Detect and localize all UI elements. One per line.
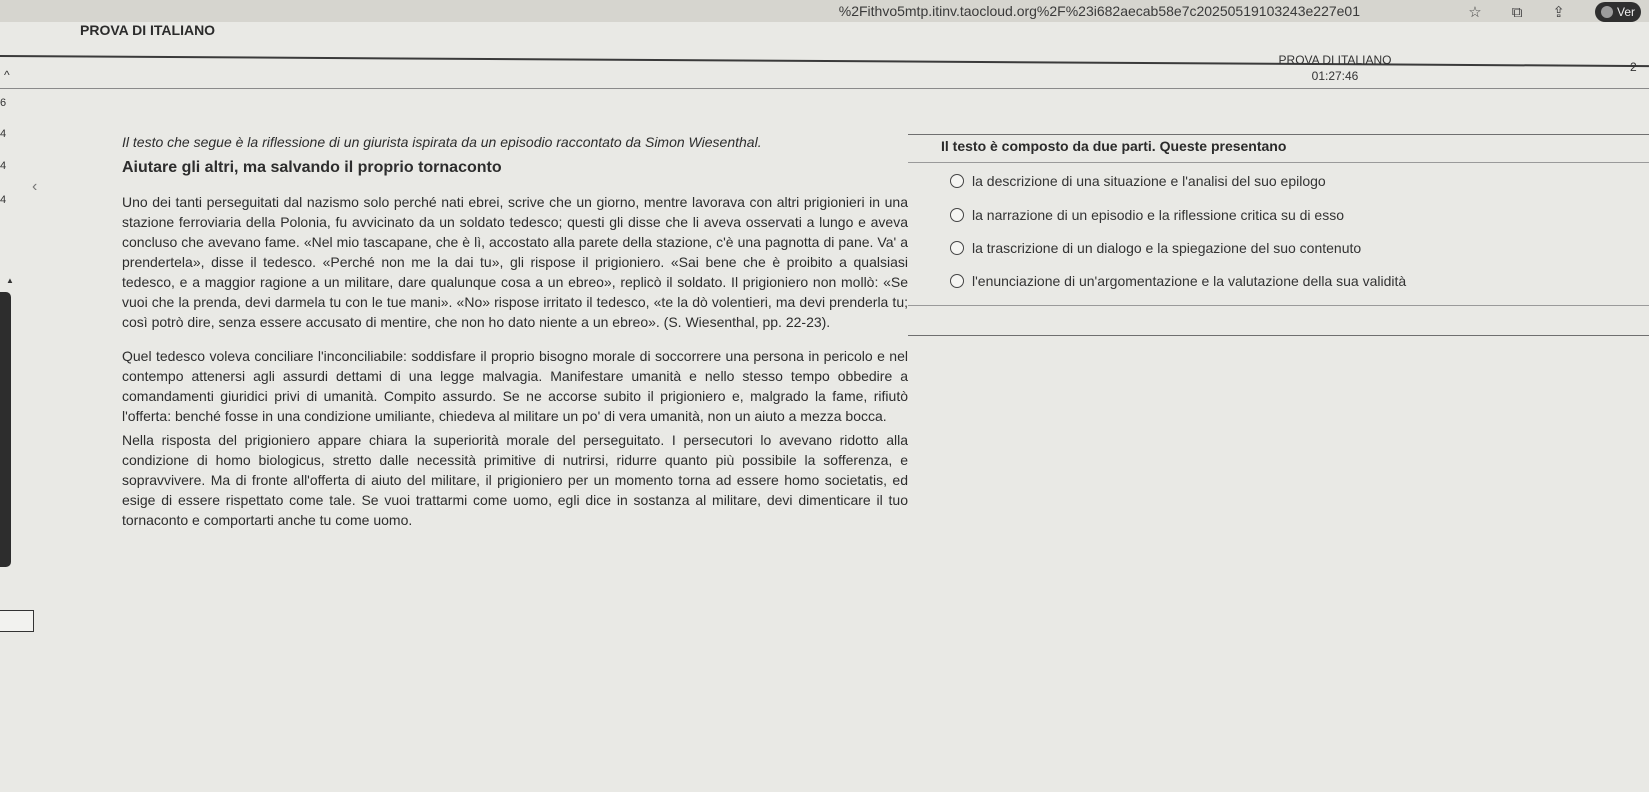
address-bar[interactable]: %2Fithvo5mtp.itinv.taocloud.org%2F%23i682aecab58e7c20250519103243e227e01 xyxy=(838,3,1360,19)
test-info xyxy=(1270,52,1400,84)
question-text: Il testo è composto da due parti. Queste presentano xyxy=(941,138,1287,154)
profile-button[interactable] xyxy=(1595,2,1641,22)
side-tab[interactable] xyxy=(0,610,34,632)
gutter-number: 6 xyxy=(0,97,7,109)
share-icon[interactable]: ⇪ xyxy=(1552,4,1565,21)
question-divider xyxy=(908,162,1649,163)
answer-label: l'enunciazione di un'argomentazione e la valutazione della sua validità xyxy=(972,273,1407,289)
answer-option-a[interactable] xyxy=(950,173,1326,189)
passage-intro: Il testo che segue è la riflessione di un giurista ispirata da un episodio raccontato da Simon Wiesenthal. xyxy=(122,134,762,150)
answer-option-c[interactable] xyxy=(950,240,1361,256)
browser-toolbar xyxy=(0,0,1649,22)
caret-up-icon[interactable]: ▲ xyxy=(6,276,14,285)
star-icon[interactable]: ☆ xyxy=(1468,4,1482,21)
right-edge-mark: 2 xyxy=(1630,60,1637,74)
profile-label: Ver xyxy=(1616,5,1635,19)
options-divider xyxy=(908,305,1649,306)
reading-passage xyxy=(122,132,908,530)
radio-button[interactable] xyxy=(950,241,964,255)
content-divider xyxy=(0,88,1649,89)
gutter-number: 4 xyxy=(0,160,7,172)
gutter-number: 4 xyxy=(0,128,7,140)
extension-icon[interactable]: ⧉ xyxy=(1511,3,1523,21)
exam-name: PROVA DI ITALIANO xyxy=(1278,53,1392,67)
header-divider xyxy=(0,55,1649,67)
radio-button[interactable] xyxy=(950,274,964,288)
answer-option-d[interactable] xyxy=(950,273,1406,289)
answer-option-b[interactable] xyxy=(950,207,1344,223)
passage-paragraph: Nella risposta del prigioniero appare chiara la superiorità morale del perseguitato. I persecutori lo avevano ridotto alla condizione di homo biologicus, stretto dalle necessità primitive di nutrirsi, ridurre quanto più possibile la sofferenza, e sopravvivere. Ma di fronte all'offerta di aiuto del militare, il prigioniero per un momento torna ad essere homo societatis, ed esige di essere rispettato come tale. Se vuoi trattarmi come uomo, egli dice in sostanza al militare, devi dimenticare il tuo tornaconto e comportarti anche tu come uomo. xyxy=(122,432,908,528)
scrollbar[interactable] xyxy=(0,292,11,567)
app-title: PROVA DI ITALIANO xyxy=(80,22,216,38)
browser-actions xyxy=(1468,2,1649,22)
answer-label: la trascrizione di un dialogo e la spiegazione del suo contenuto xyxy=(972,240,1362,256)
passage-title: Aiutare gli altri, ma salvando il proprio tornaconto xyxy=(122,159,502,176)
radio-button[interactable] xyxy=(950,174,964,188)
radio-button[interactable] xyxy=(950,208,964,222)
answer-label: la descrizione di una situazione e l'analisi del suo epilogo xyxy=(972,173,1326,189)
question-panel xyxy=(908,134,1649,336)
answer-label: la narrazione di un episodio e la riflessione critica su di esso xyxy=(972,207,1344,223)
chevron-up-icon[interactable]: ^ xyxy=(4,68,10,82)
timer: 01:27:46 xyxy=(1311,69,1359,83)
chevron-left-icon[interactable]: ‹ xyxy=(32,178,38,195)
passage-paragraph: Quel tedesco voleva conciliare l'inconciliabile: soddisfare il proprio bisogno morale di soccorrere una persona in pericolo e nel contempo attenersi agli assurdi dettami di una legge malvagia. Manifestare umanità e nello stesso tempo obbedire a comandamenti giuridici privi di umanità. Compito assurdo. Se ne accorse subito il prigioniero e, malgrado la fame, rifiutò l'offerta: benché fosse in una condizione umiliante, chiedeva al militare un po' di vera umanità, non un aiuto a mezza bocca. xyxy=(122,348,908,424)
avatar xyxy=(1601,6,1613,18)
passage-paragraph: Uno dei tanti perseguitati dal nazismo solo perché nati ebrei, scrive che un giorno, mentre lavorava con altri prigionieri in una stazione ferroviaria della Polonia, fu avvicinato da un soldato tedesco; questi gli disse che li aveva osservati a lungo e aveva concluso che avevano fame. «Nel mio tascapane, che è lì, accostato alla parete della stazione, c'è una pagnotta di pane. Va' a prendertela», disse il tedesco. «Perché non me la dai tu», gli rispose il prigioniero. «Sai bene che è proibito a qualsiasi tedesco, e a maggior ragione a un militare, dare qualunque cosa a un ebreo», replicò il soldato. Il prigioniero non mollò: «Se vuoi che la prenda, devi darmela tu con le tue mani». «No» rispose irritato il tedesco, «te la dò volentieri, ma devi prenderla tu; così potrò dire, senza essere accusato di mentire, che non ho dato niente a un ebreo». (S. Wiesenthal, pp. 22-23). xyxy=(122,194,908,330)
gutter-number: 4 xyxy=(0,194,7,206)
